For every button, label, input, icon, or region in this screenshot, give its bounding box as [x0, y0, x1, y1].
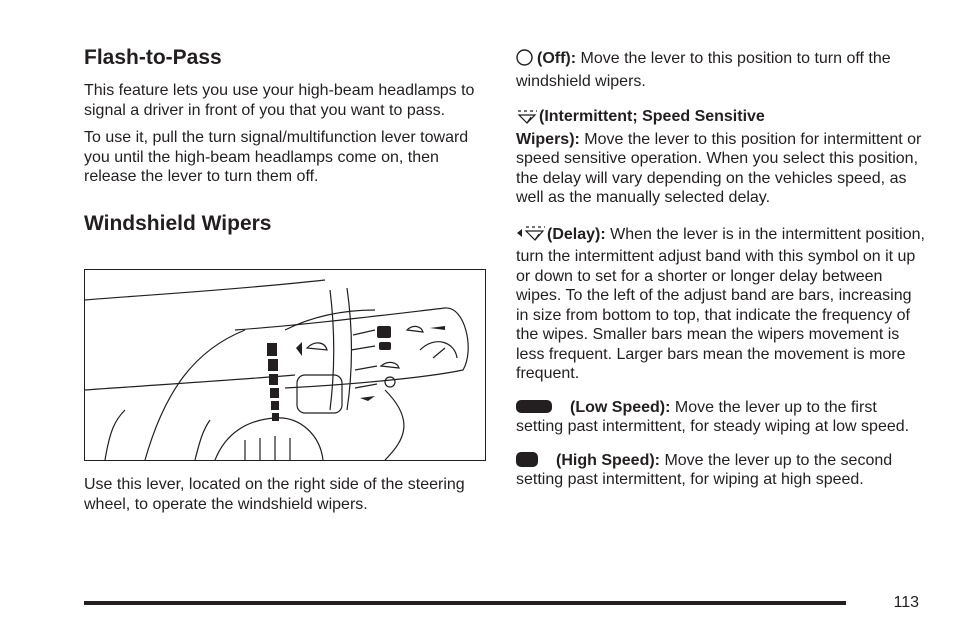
wiper-lever-drawing	[85, 270, 485, 460]
delay-entry	[516, 224, 926, 384]
intermittent-text: Move the lever to this position for intermittent or speed sensitive operation. When you select this position, the delay will vary depending on the vehicles speed, as well as the manually selected delay.	[516, 130, 922, 206]
wiper-lever-illustration	[84, 269, 486, 461]
intermittent-entry	[516, 107, 926, 208]
delay-wiper-icon	[516, 224, 546, 248]
intermittent-label-line2: Wipers):	[516, 130, 580, 148]
low-speed-label: (Low Speed):	[570, 398, 671, 416]
high-speed-bar-icon	[516, 452, 538, 467]
low-speed-entry	[516, 398, 926, 437]
figure-caption-text: Use this lever, located on the right side of the steering wheel, to operate the windshield wipers.	[84, 476, 465, 513]
off-entry	[516, 49, 926, 91]
windshield-wipers-heading: Windshield Wipers	[84, 211, 272, 235]
high-speed-label: (High Speed):	[556, 451, 660, 469]
high-speed-text: Move the lever up to the second setting past intermittent, for wiping at high speed.	[516, 451, 893, 488]
low-speed-text: Move the lever up to the first setting past intermittent, for steady wiping at low speed.	[516, 398, 910, 435]
left-column	[84, 44, 480, 247]
low-speed-bar-icon	[516, 400, 552, 413]
high-speed-entry	[516, 451, 926, 490]
right-column	[516, 49, 926, 500]
flash-to-pass-paragraph-2: To use it, pull the turn signal/multifunction lever toward you until the high-beam headlamps come on, then release the lever to turn them off.	[84, 129, 469, 185]
flash-to-pass-paragraph-1: This feature lets you use your high-beam headlamps to signal a driver in front of you that you want to pass.	[84, 82, 475, 119]
intermittent-label-line1: (Intermittent; Speed Sensitive	[539, 108, 765, 125]
flash-to-pass-heading: Flash-to-Pass	[84, 46, 222, 69]
delay-label: (Delay):	[547, 225, 606, 243]
intermittent-wiper-icon	[516, 108, 538, 130]
off-circle-icon	[516, 49, 533, 72]
page-number: 113	[893, 594, 919, 611]
off-text: Move the lever to this position to turn off the windshield wipers.	[516, 50, 891, 90]
footer-rule	[84, 601, 846, 605]
delay-text: When the lever is in the intermittent position, turn the intermittent adjust band with this symbol on it up or down to set for a shorter or longer delay between wipes. To the left of the adjust band are bars, increasing in size from bottom to top, that indicate the frequency of the wipes. Smaller bars mean the wipers movement is less frequent. Larger bars mean the movement is more frequent.	[516, 225, 925, 382]
figure-caption	[84, 475, 484, 514]
off-label: (Off):	[537, 50, 577, 67]
